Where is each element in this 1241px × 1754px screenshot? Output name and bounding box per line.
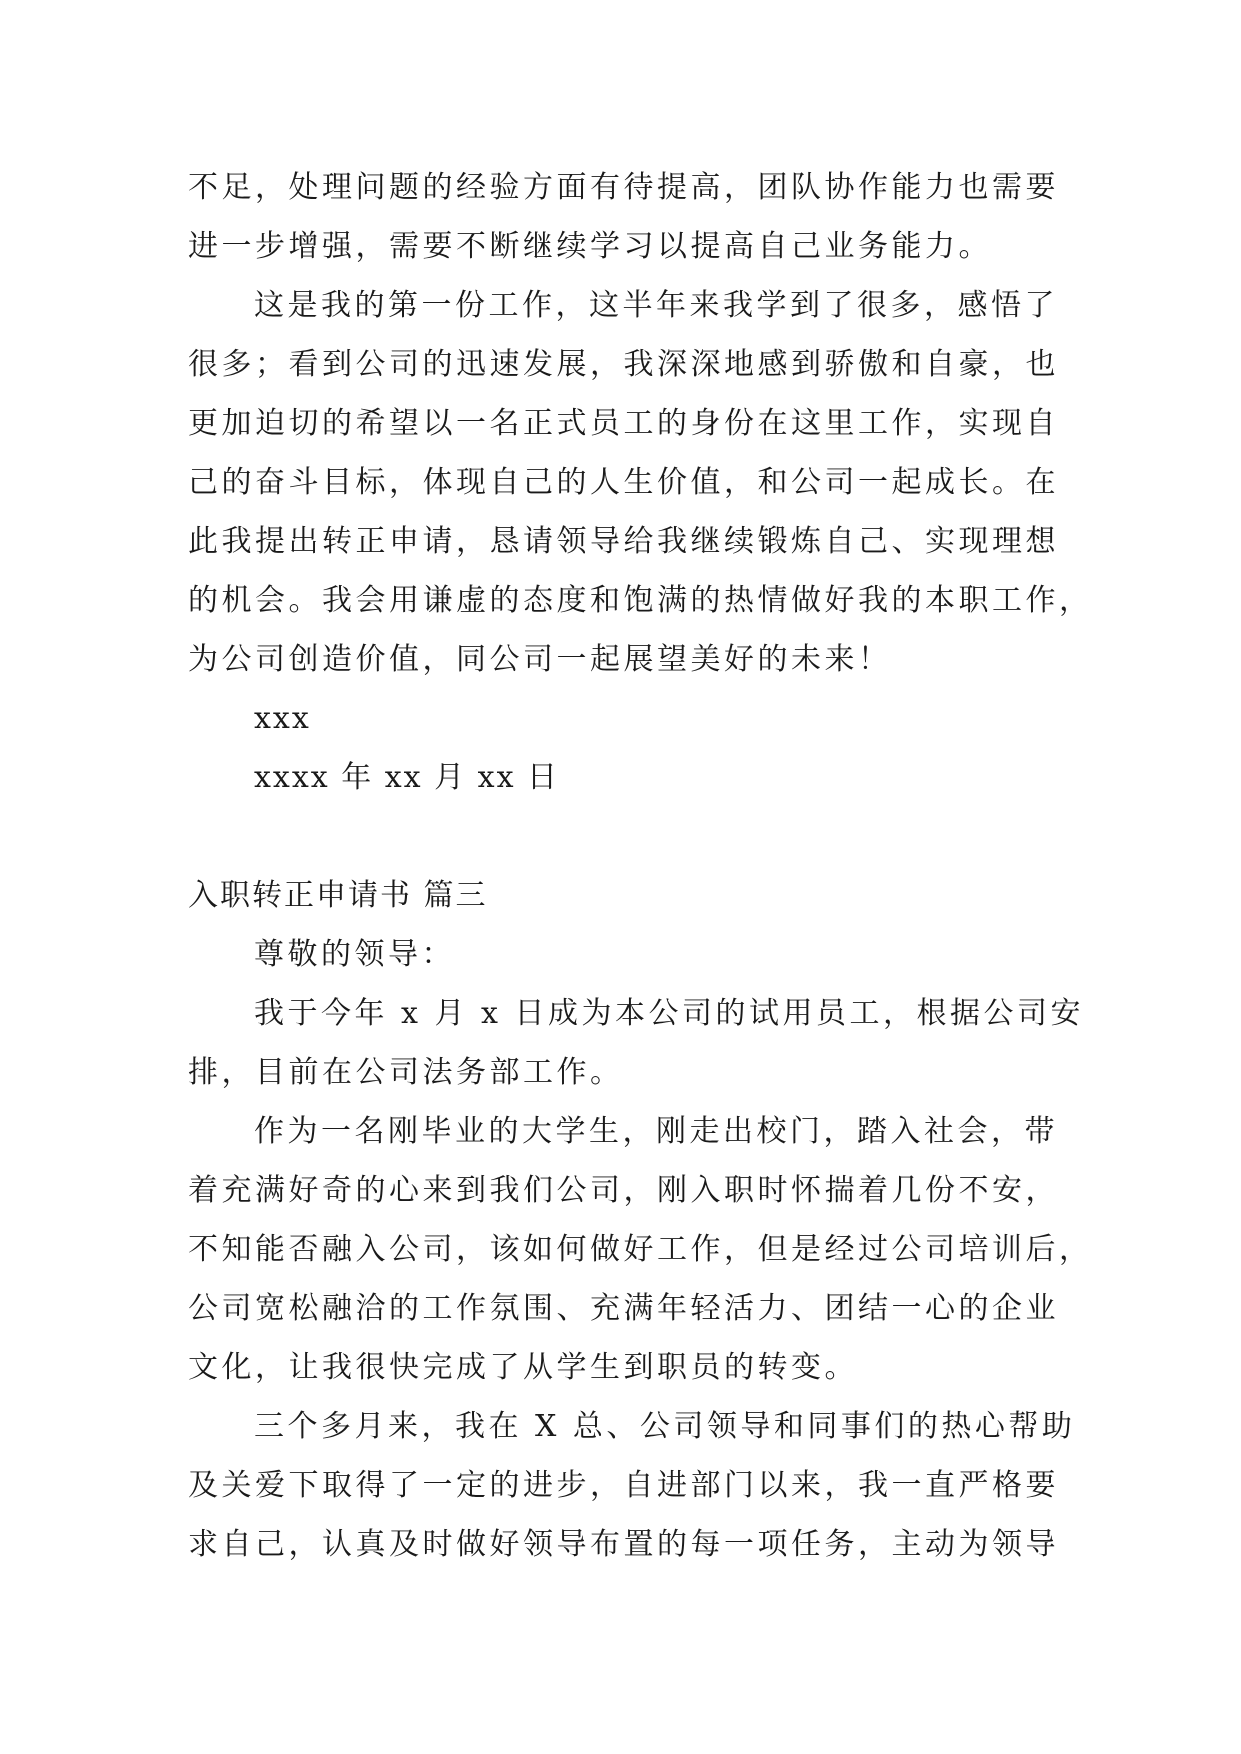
paragraph-line: 己的奋斗目标，体现自己的人生价值，和公司一起成长。在 <box>188 465 1059 500</box>
paragraph-line: 很多；看到公司的迅速发展，我深深地感到骄傲和自豪，也 <box>188 347 1059 382</box>
paragraph-line: 求自己，认真及时做好领导布置的每一项任务，主动为领导 <box>188 1527 1059 1562</box>
paragraph-4 <box>188 1102 1093 1397</box>
paragraph-line: 着充满好奇的心来到我们公司，刚入职时怀揣着几份不安， <box>188 1173 1059 1208</box>
paragraph-line: 我于今年 x 月 x 日成为本公司的试用员工，根据公司安 <box>254 996 1084 1031</box>
signature-name: xxx <box>254 701 311 736</box>
signature-block <box>188 689 1058 807</box>
paragraph-line: 此我提出转正申请，恳请领导给我继续锻炼自己、实现理想 <box>188 524 1059 559</box>
paragraph-line: 为公司创造价值，同公司一起展望美好的未来！ <box>188 642 892 677</box>
section-heading: 入职转正申请书 篇三 <box>188 878 488 913</box>
paragraph-line: 作为一名刚毕业的大学生，刚走出校门，踏入社会，带 <box>254 1114 1058 1149</box>
paragraph-line: 及关爱下取得了一定的进步，自进部门以来，我一直严格要 <box>188 1468 1059 1503</box>
paragraph-line: 公司宽松融洽的工作氛围、充满年轻活力、团结一心的企业 <box>188 1291 1059 1326</box>
paragraph-line: 三个多月来，我在 X 总、公司领导和同事们的热心帮助 <box>254 1409 1076 1444</box>
paragraph-5 <box>188 1397 1076 1574</box>
salutation: 尊敬的领导： <box>254 937 455 972</box>
paragraph-line: 更加迫切的希望以一名正式员工的身份在这里工作，实现自 <box>188 406 1059 441</box>
paragraph-1 <box>188 158 1058 276</box>
paragraph-3 <box>188 984 1084 1102</box>
paragraph-line: 文化，让我很快完成了从学生到职员的转变。 <box>188 1350 858 1385</box>
spacer <box>188 807 1058 866</box>
paragraph-2 <box>188 276 1093 689</box>
paragraph-line: 不足，处理问题的经验方面有待提高，团队协作能力也需要 <box>188 170 1059 205</box>
paragraph-line: 不知能否融入公司，该如何做好工作，但是经过公司培训后， <box>188 1232 1093 1267</box>
paragraph-line: 排，目前在公司法务部工作。 <box>188 1055 624 1090</box>
paragraph-line: 这是我的第一份工作，这半年来我学到了很多，感悟了 <box>254 288 1058 323</box>
signature-date: xxxx 年 xx 月 xx 日 <box>254 760 560 795</box>
paragraph-line: 进一步增强，需要不断继续学习以提高自己业务能力。 <box>188 229 992 264</box>
paragraph-line: 的机会。我会用谦虚的态度和饱满的热情做好我的本职工作， <box>188 583 1093 618</box>
document-page <box>188 158 1093 1574</box>
